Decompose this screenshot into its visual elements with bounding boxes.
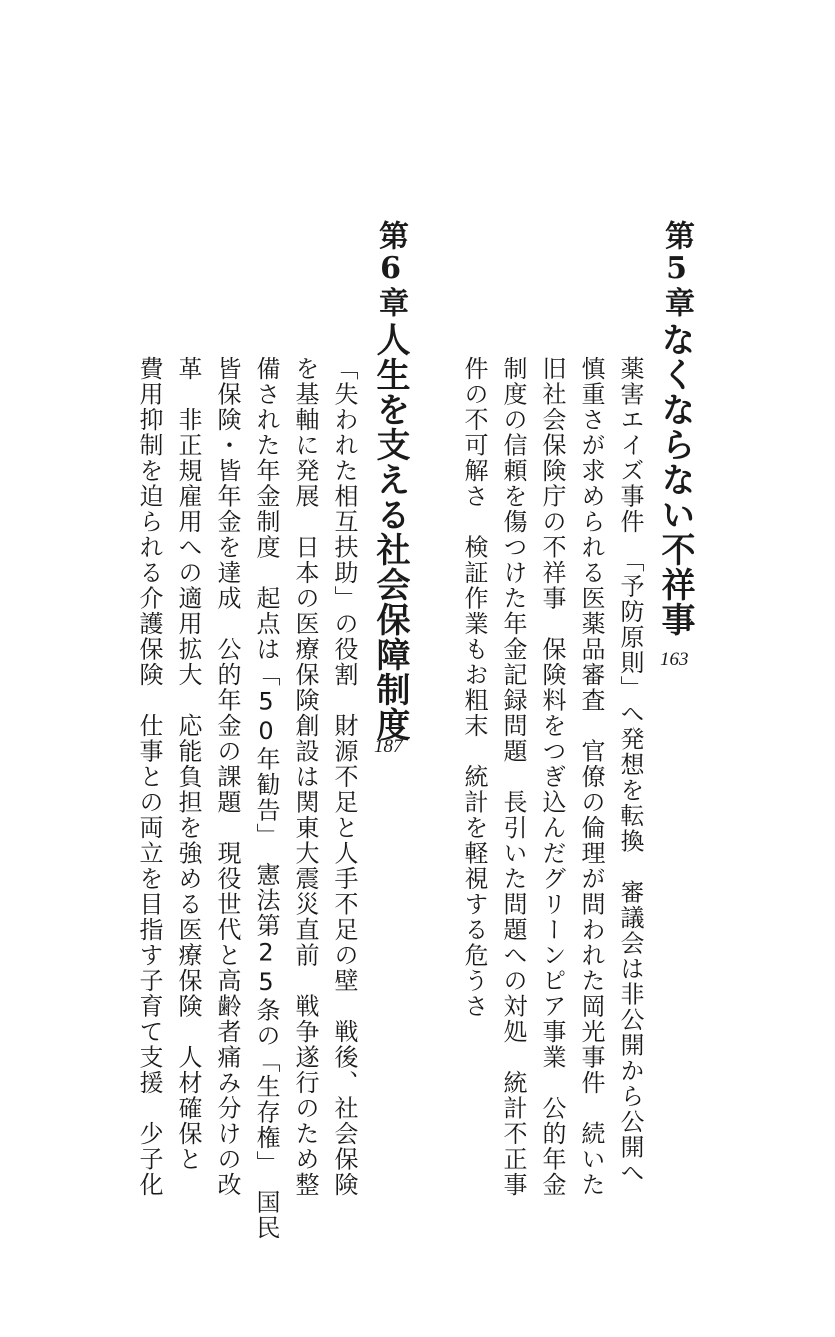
chapter-6-line-3: 備された年金制度 起点は「50年勧告」 憲法第25条の「生存権」 国民 (252, 356, 280, 1241)
chapter-6-line-4: 皆保険・皆年金を達成 公的年金の課題 現役世代と高齢者痛み分けの改 (213, 356, 241, 1198)
chapter-5-label: 第5章 (659, 220, 694, 318)
chapter-5-line-5: 件の不可解さ 検証作業もお粗末 統計を軽視する危うさ (460, 356, 488, 1019)
chapter-6-line-6: 費用抑制を迫られる介護保険 仕事との両立を目指す子育て支援 少子化 (135, 356, 163, 1198)
chapter-6-title: 人生を支える社会保障制度 (370, 322, 410, 742)
chapter-6-page-number: 187 (374, 736, 403, 757)
chapter-5-line-3: 旧社会保険庁の不祥事 保険料をつぎ込んだグリーンピア事業 公的年金 (538, 356, 566, 1198)
chapter-5-line-1: 薬害エイズ事件 「予防原則」へ発想を転換 審議会は非公開から公開へ (616, 356, 644, 1186)
chapter-6-line-2: を基軸に発展 日本の医療保険創設は関東大震災直前 戦争遂行のため整 (291, 356, 319, 1198)
chapter-5-line-4: 制度の信頼を傷つけた年金記録問題 長引いた問題への対処 統計不正事 (499, 356, 527, 1198)
chapter-5-line-2: 慎重さが求められる医薬品審査 官僚の倫理が問われた岡光事件 続いた (577, 356, 605, 1198)
chapter-6-line-1: 「失われた相互扶助」の役割 財源不足と人手不足の壁 戦後、社会保険 (330, 356, 358, 1198)
chapter-6-line-5: 革 非正規雇用への適用拡大 応能負担を強める医療保険 人材確保と (174, 356, 202, 1172)
chapter-5-page-number: 163 (660, 649, 689, 670)
chapter-5-title: なくならない不祥事 (655, 322, 695, 637)
chapter-6-label: 第6章 (373, 220, 408, 318)
